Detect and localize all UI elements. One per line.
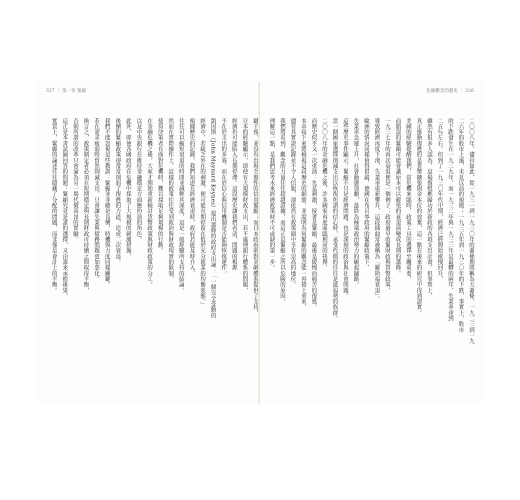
left-text-column: 使得決策者在面對危機時，難以採取足夠規模的行動。 — [156, 118, 163, 254]
right-text-column: 導致經濟再度下滑，失業率重新攀升，這段插曲常被稱為「羅斯福衰退」。 — [373, 118, 380, 302]
left-text-column: 不在於支出的多寡，而在於信心與信用機制是否能夠恢復運作。 — [220, 118, 227, 277]
left-text-column: 此外，即使各國政府在危機中採取了大規模的刺激措施， — [124, 118, 131, 260]
left-text-column: 後續的緊縮政策卻常常削弱了復甦的力道，造成二次衰退。 — [114, 118, 121, 265]
left-text-column: 我們不能忽視這些教訓：緊縮並非總是良藥，時機與力度同樣關鍵。 — [103, 118, 110, 288]
left-text-column: 根據歷史的記錄，我們知道在經濟衰退時，政府若能及時介入， — [188, 118, 195, 277]
right-text-column: 歐洲的情況同樣值得借鏡，德國在布呂寧政府的緊縮政策下， — [363, 118, 369, 271]
left-text-column: 在金融危機之後，大家才開始重新檢討貨幣政策與財政政策的分工， — [146, 118, 153, 288]
left-text-column: 日本的經驗顯示，即使有大規模財政支出，若不處理銀行體系的問題， — [241, 118, 248, 294]
right-text-column: 本章接下來將檢視這段歷史的細節，並說明為何緊縮的觀念能一再捲土重來， — [300, 118, 306, 311]
left-text-column: 然而在實際操作上，這樣的政策往往受到政治與財政現實的限制， — [167, 118, 174, 282]
right-text-column: 失業率急遽上升，社會動盪加劇，最終為極端政治勢力的崛起鋪路。 — [352, 118, 359, 288]
right-text-column: 二〇〇八年的金融危機之後，許多國家再度面臨相同的抉擇， — [321, 118, 327, 271]
left-page-header: 327 ｜ 第一章 緊縮 — [46, 89, 87, 94]
left-text-column: 若在需求疲弱時貿然削減支出，只會讓失業與債務問題更加惡化。 — [93, 118, 100, 282]
right-text-column: 二六年的股市上漲，未見以前的規模；一九三五年到一九三〇年的下跌，事實上，股市 — [457, 118, 464, 333]
right-text-column: 二五％左右。但到了一九三〇年代中期，經濟已經開始緩慢回升， — [436, 118, 443, 282]
right-page-text — [266, 118, 476, 394]
left-text-column: 凱因斯（John Maynard Keynes）提出蕭條的政府支出論：「一個完全受動的 — [209, 118, 216, 319]
right-text-column: 美國的經驗提醒我們，當危機來臨時，政策工具的選擇至關重要， — [405, 118, 411, 282]
right-text-column: 儘管其實證記錄並不令人信服，卻依然在政策圈中享有崇高的地位。 — [289, 118, 296, 288]
right-text-column: 一九三七年的再次衰退便是一個例子：政府過早收緊財政與貨幣政策， — [384, 118, 390, 294]
right-text-column: 當一個國家選擇削減支出以恢復所謂的信心時，承受代價的往往是最弱勢的族群。 — [331, 118, 338, 322]
right-text-column: 而歷史似乎又一次重演：先是刺激，接著是緊縮，最後是緩慢而痛苦的復甦。 — [310, 118, 317, 311]
right-page — [260, 82, 482, 404]
right-text-column: 我們將看到，觀念的力量往往超越證據，而這正是緊縮之所以危險的原因。 — [279, 118, 285, 305]
left-text-column: 以及中央銀行在維持金融穩定方面應扮演的角色。 — [135, 118, 142, 243]
right-text-column: 的下跌發生在一九二九年，而一九三二年與一九三三年是最糟的兩年，失業率達到 — [447, 118, 453, 322]
right-text-column: 雖然有很多人認為，這場復甦應歸功於新政的各項支出計畫，但事實上， — [426, 118, 432, 299]
left-text-column: 換言之，政策制定者必須在短期穩定與長期財政可持續之間取得平衡， — [82, 118, 89, 294]
left-text-column: 否則所謂的改革只會淪為另一場代價高昂的實驗。 — [71, 118, 78, 243]
left-page — [38, 82, 260, 404]
left-text-column: 實質上，緊縮的論述往往隱藏了分配的問題，而非僅是會計上的平衡。 — [50, 118, 57, 294]
right-text-column: 這些歷史事件顯示，緊縮不只是經濟問題，也是深刻的政治與社會問題。 — [342, 118, 348, 299]
right-text-column: 真正推動復甦的是貨幣擴張與金本位的放棄，這一點在後來的研究中得到證實。 — [415, 118, 422, 316]
left-text-column: 這正是本書試圖回答的問題：緊縮究竟是誰的選擇，又由誰來承擔後果。 — [61, 118, 68, 299]
right-text-column: 而錯誤的緊縮可能會讓原本可以避免的衰退演變成長期的蕭條。 — [394, 118, 401, 277]
left-text-column: 經濟仍可能陷入長期停滯。這段歷史讓我們看清，問題的根源 — [230, 118, 237, 271]
left-text-column: 往往可以縮短衰退的時間並減輕其深度，這是一般經驗所支持的結論。 — [177, 118, 184, 294]
left-text-column: 鍵干預，並沒有出現全盤性的信用緊縮；而日本政府則對金融體系提供了支持， — [252, 118, 258, 316]
right-text-column: 二〇〇八年，儘管如此，從一九三一到一九三〇年的蕭條期間稱為大蕭條，一九二三到一九 — [468, 118, 474, 344]
right-page-header: 危險觀念的歷史 ｜ 326 — [426, 89, 474, 94]
left-page-text — [46, 118, 260, 394]
right-text-column: 理解這一點，是我們思考未來經濟政策時不可或缺的第一步。 — [268, 118, 275, 271]
left-text-column: 經濟中，若缺乏外在的刺激，便可能長期停留在低於充分就業的均衡狀態。」 — [199, 118, 206, 308]
